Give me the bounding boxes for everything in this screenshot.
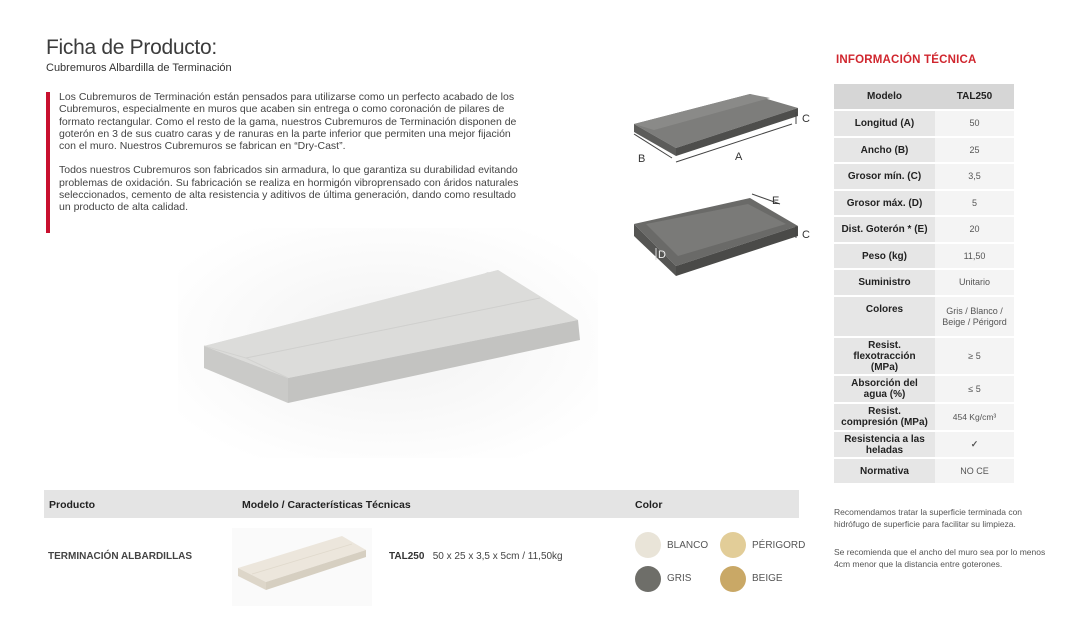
tech-spec-table — [834, 84, 1014, 485]
spec-value: Unitario — [935, 269, 1014, 296]
spec-key: Suministro — [834, 269, 935, 296]
product-specs: 50 x 25 x 3,5 x 5cm / 11,50kg — [432, 551, 563, 562]
product-hero-image — [178, 228, 598, 458]
description-accent-bar — [46, 92, 50, 233]
product-model-code: TAL250 — [389, 551, 425, 562]
spec-value: 25 — [935, 137, 1014, 163]
spec-row — [834, 216, 1014, 243]
color-swatch-beige — [720, 566, 746, 592]
spec-row — [834, 243, 1014, 269]
diagram-label-c-top: C — [802, 113, 810, 125]
spec-key: Peso (kg) — [834, 243, 935, 269]
spec-value: TAL250 — [935, 84, 1014, 110]
spec-value: 20 — [935, 216, 1014, 243]
spec-value: NO CE — [935, 458, 1014, 484]
spec-key: Grosor mín. (C) — [834, 163, 935, 190]
color-label-beige: BEIGE — [752, 573, 783, 584]
diagram-label-a: A — [735, 151, 743, 163]
color-label-gris: GRIS — [667, 573, 692, 584]
spec-key: Ancho (B) — [834, 137, 935, 163]
color-swatch-gris — [635, 566, 661, 592]
spec-row — [834, 403, 1014, 431]
spec-key: Normativa — [834, 458, 935, 484]
color-swatch-perigord — [720, 532, 746, 558]
description — [59, 91, 529, 214]
product-thumbnail — [232, 528, 372, 606]
spec-header-row — [834, 84, 1014, 110]
tech-info-title: INFORMACIÓN TÉCNICA — [836, 54, 977, 66]
product-table-header — [44, 490, 799, 518]
check-icon: ✓ — [935, 431, 1014, 458]
note-surface-treatment: Recomendamos tratar la superficie terminada con hidrófugo de superficie para facilitar su limpieza. — [834, 507, 1023, 529]
header-color: Color — [635, 499, 663, 511]
color-label-blanco: BLANCO — [667, 540, 709, 551]
spec-row — [834, 375, 1014, 403]
spec-row — [834, 337, 1014, 375]
spec-key: Colores — [834, 296, 935, 337]
page-title: Ficha de Producto: — [46, 36, 217, 59]
spec-value: 3,5 — [935, 163, 1014, 190]
spec-key: Grosor máx. (D) — [834, 190, 935, 216]
spec-value: 50 — [935, 110, 1014, 137]
spec-row — [834, 431, 1014, 458]
spec-row — [834, 110, 1014, 137]
spec-key: Longitud (A) — [834, 110, 935, 137]
diagram-label-b: B — [638, 153, 646, 165]
description-paragraph-2: Todos nuestros Cubremuros son fabricados sin armadura, lo que garantiza su durabilidad evitando problemas de oxidación. Su fabricación se realiza en hormigón vibroprensado con áridos naturales seleccionados, cemento de alta resistencia y aditivos de última generación, dando como resultado un producto de alta calidad. — [59, 164, 519, 214]
product-name: TERMINACIÓN ALBARDILLAS — [48, 551, 193, 562]
spec-row — [834, 190, 1014, 216]
spec-row — [834, 137, 1014, 163]
diagram-label-d: D — [658, 249, 666, 261]
spec-key: Resistencia a las heladas — [834, 431, 935, 458]
spec-value: Gris / Blanco / Beige / Périgord — [935, 296, 1014, 337]
spec-key: Modelo — [834, 84, 935, 110]
header-product: Producto — [49, 499, 96, 511]
note-wall-width: Se recomienda que el ancho del muro sea por lo menos 4cm menor que la distancia entre goterones. — [834, 547, 1046, 569]
dimension-diagram-bottom — [620, 190, 820, 286]
color-swatch-blanco — [635, 532, 661, 558]
color-label-perigord: PÉRIGORD — [752, 540, 806, 551]
diagram-label-c-bottom: C — [802, 229, 810, 241]
dimension-diagram-top — [620, 86, 820, 178]
spec-row — [834, 458, 1014, 484]
spec-row — [834, 269, 1014, 296]
spec-key: Resist. flexotracción (MPa) — [834, 337, 935, 375]
spec-value: 454 Kg/cm³ — [935, 403, 1014, 431]
header-model: Modelo / Características Técnicas — [242, 499, 411, 511]
spec-row — [834, 163, 1014, 190]
spec-value: 11,50 — [935, 243, 1014, 269]
spec-value: ≤ 5 — [935, 375, 1014, 403]
spec-row — [834, 296, 1014, 337]
spec-key: Dist. Goterón * (E) — [834, 216, 935, 243]
diagram-label-e: E — [772, 195, 780, 207]
spec-value: 5 — [935, 190, 1014, 216]
spec-key: Resist. compresión (MPa) — [834, 403, 935, 431]
description-paragraph-1: Los Cubremuros de Terminación están pensados para utilizarse como un perfecto acabado de los Cubremuros, especialmente en muros que acaben sin entrega o como coronación de pilares de formato rectangular. Como el resto de la gama, nuestros Cubremuros de Terminación disponen de goterón en 3 de sus cuatro caras y de ranuras en la parte inferior que permiten una mejor fijación con el muro. Nuestros Cubremuros se fabrican en “Dry-Cast”. — [59, 91, 517, 153]
product-model — [389, 551, 563, 562]
page-subtitle: Cubremuros Albardilla de Terminación — [46, 62, 232, 74]
spec-key: Absorción del agua (%) — [834, 375, 935, 403]
spec-value: ≥ 5 — [935, 337, 1014, 375]
